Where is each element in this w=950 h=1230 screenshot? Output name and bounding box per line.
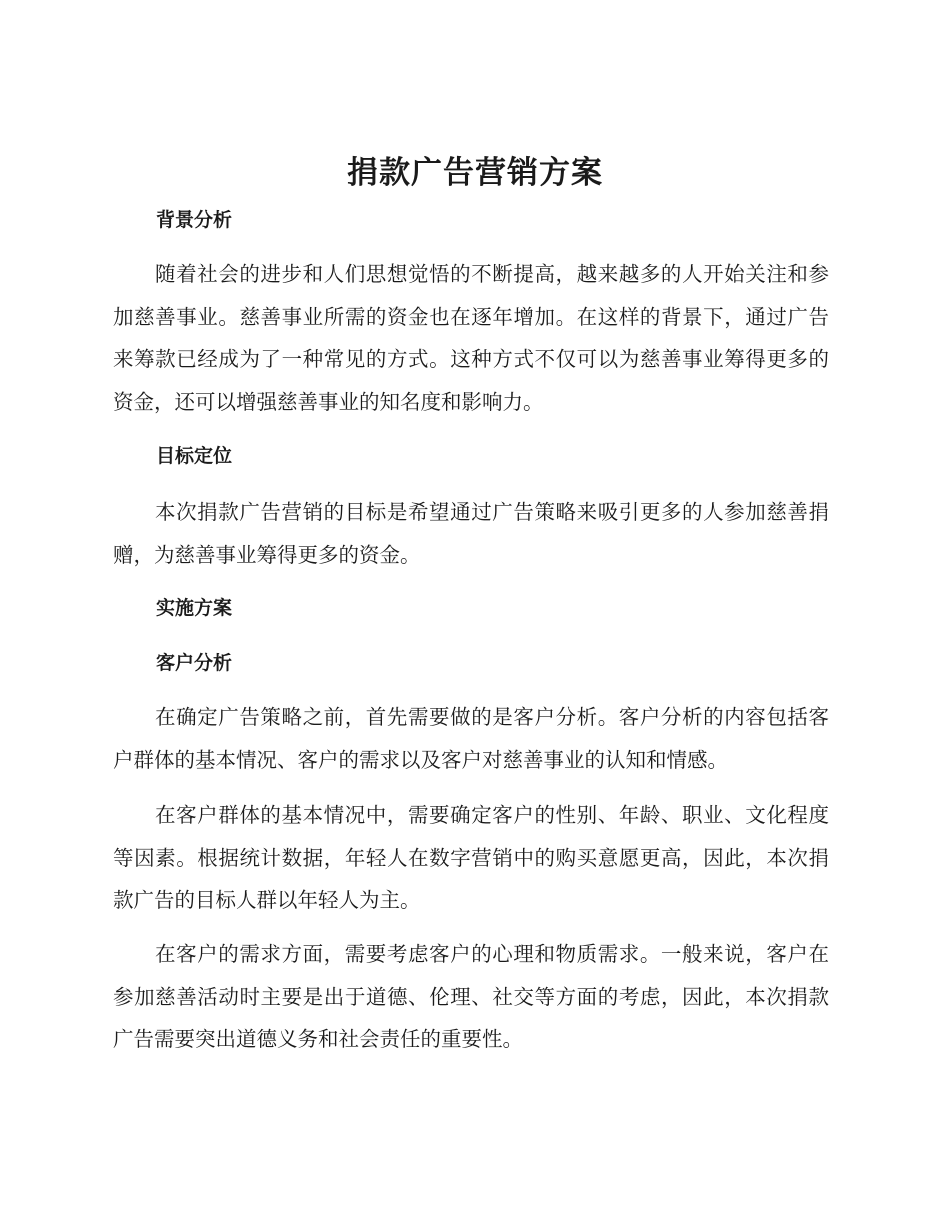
section-heading-implementation: 实施方案 [156, 597, 233, 619]
paragraph-customer-needs: 在客户的需求方面，需要考虑客户的心理和物质需求。一般来说，客户在参加慈善活动时主要是出于道德、伦理、社交等方面的考虑，因此，本次捐款广告需要突出道德义务和社会责任的重要性。 [113, 942, 829, 1051]
section-heading-background: 背景分析 [156, 209, 233, 231]
section-heading-goal: 目标定位 [156, 445, 233, 467]
paragraph-customer-analysis-intro: 在确定广告策略之前，首先需要做的是客户分析。客户分析的内容包括客户群体的基本情况、客户的需求以及客户对慈善事业的认知和情感。 [113, 705, 829, 772]
page-title: 捐款广告营销方案 [347, 155, 603, 191]
paragraph-customer-demographics: 在客户群体的基本情况中，需要确定客户的性别、年龄、职业、文化程度等因素。根据统计数据，年轻人在数字营销中的购买意愿更高，因此，本次捐款广告的目标人群以年轻人为主。 [113, 803, 829, 912]
paragraph-background: 随着社会的进步和人们思想觉悟的不断提高，越来越多的人开始关注和参加慈善事业。慈善事业所需的资金也在逐年增加。在这样的背景下，通过广告来筹款已经成为了一种常见的方式。这种方式不仅可以为慈善事业筹得更多的资金，还可以增强慈善事业的知名度和影响力。 [113, 262, 829, 414]
paragraph-goal: 本次捐款广告营销的目标是希望通过广告策略来吸引更多的人参加慈善捐赠，为慈善事业筹得更多的资金。 [113, 500, 829, 567]
section-heading-customer-analysis: 客户分析 [156, 652, 233, 674]
